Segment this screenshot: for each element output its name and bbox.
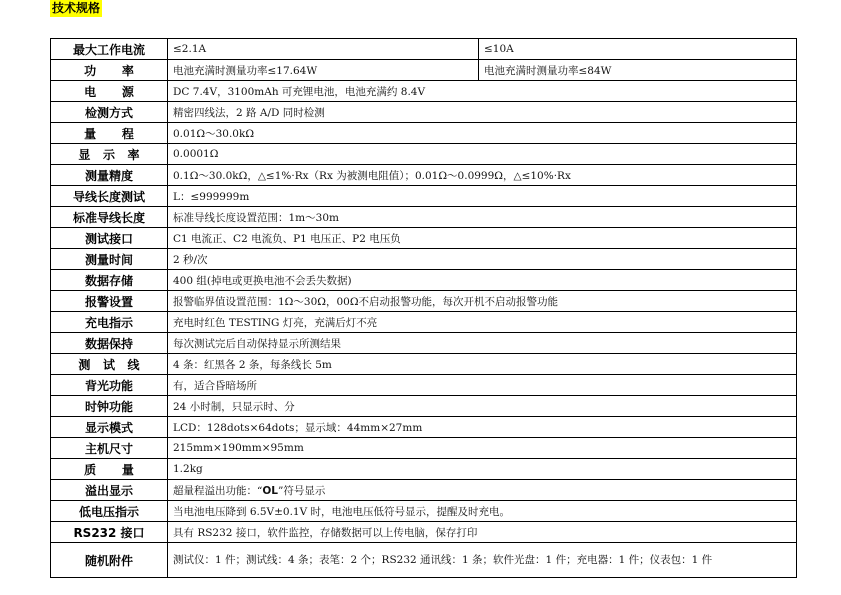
row-value: 400 组(掉电或更换电池不会丢失数据) bbox=[168, 270, 797, 291]
row-label: 功 率 bbox=[51, 60, 168, 81]
row-value: 1.2kg bbox=[168, 459, 797, 480]
row-label: 显 示 率 bbox=[51, 144, 168, 165]
row-label: 检测方式 bbox=[51, 102, 168, 123]
row-label: 时钟功能 bbox=[51, 396, 168, 417]
row-value: 4 条：红黑各 2 条，每条线长 5m bbox=[168, 354, 797, 375]
table-row bbox=[51, 501, 797, 522]
row-label: 测 试 线 bbox=[51, 354, 168, 375]
row-label: 主机尺寸 bbox=[51, 438, 168, 459]
table-row bbox=[51, 522, 797, 543]
table-row bbox=[51, 438, 797, 459]
table-row bbox=[51, 291, 797, 312]
table-row bbox=[51, 165, 797, 186]
table-row bbox=[51, 144, 797, 165]
row-label: 溢出显示 bbox=[51, 480, 168, 501]
row-value: 标准导线长度设置范围：1m～30m bbox=[168, 207, 797, 228]
row-label: 测试接口 bbox=[51, 228, 168, 249]
row-value: 有，适合昏暗场所 bbox=[168, 375, 797, 396]
row-value: 电池充满时测量功率≤84W bbox=[479, 60, 797, 81]
row-value: 报警临界值设置范围：1Ω～30Ω，00Ω不启动报警功能，每次开机不启动报警功能 bbox=[168, 291, 797, 312]
table-row bbox=[51, 123, 797, 144]
row-label: 低电压指示 bbox=[51, 501, 168, 522]
row-label: 充电指示 bbox=[51, 312, 168, 333]
row-value: C1 电流正、C2 电流负、P1 电压正、P2 电压负 bbox=[168, 228, 797, 249]
table-row bbox=[51, 207, 797, 228]
table-row bbox=[51, 333, 797, 354]
row-value: 超量程溢出功能：“OL”符号显示 bbox=[168, 480, 797, 501]
row-label: 质 量 bbox=[51, 459, 168, 480]
row-label: 电 源 bbox=[51, 81, 168, 102]
row-label: 显示模式 bbox=[51, 417, 168, 438]
row-label: 量 程 bbox=[51, 123, 168, 144]
row-value: LCD：128dots×64dots；显示域：44mm×27mm bbox=[168, 417, 797, 438]
table-row bbox=[51, 228, 797, 249]
table-row bbox=[51, 312, 797, 333]
table-row bbox=[51, 270, 797, 291]
row-label: 报警设置 bbox=[51, 291, 168, 312]
table-row bbox=[51, 375, 797, 396]
row-value: 充电时红色 TESTING 灯亮，充满后灯不亮 bbox=[168, 312, 797, 333]
row-value: 电池充满时测量功率≤17.64W bbox=[168, 60, 479, 81]
table-row bbox=[51, 81, 797, 102]
row-label: 数据存储 bbox=[51, 270, 168, 291]
row-label: 最大工作电流 bbox=[51, 39, 168, 60]
row-value: ≤2.1A bbox=[168, 39, 479, 60]
row-label: 测量精度 bbox=[51, 165, 168, 186]
row-value: L：≤999999m bbox=[168, 186, 797, 207]
row-label: 背光功能 bbox=[51, 375, 168, 396]
table-row bbox=[51, 459, 797, 480]
row-label: 导线长度测试 bbox=[51, 186, 168, 207]
table-row bbox=[51, 102, 797, 123]
row-label: 数据保持 bbox=[51, 333, 168, 354]
table-row bbox=[51, 354, 797, 375]
table-row bbox=[51, 543, 797, 578]
table-row bbox=[51, 60, 797, 81]
table-row bbox=[51, 249, 797, 270]
table-row bbox=[51, 417, 797, 438]
row-label: RS232 接口 bbox=[51, 522, 168, 543]
row-value: 每次测试完后自动保持显示所测结果 bbox=[168, 333, 797, 354]
table-row bbox=[51, 480, 797, 501]
row-value: 精密四线法，2 路 A/D 同时检测 bbox=[168, 102, 797, 123]
row-value: 24 小时制，只显示时、分 bbox=[168, 396, 797, 417]
row-label: 标准导线长度 bbox=[51, 207, 168, 228]
row-value: ≤10A bbox=[479, 39, 797, 60]
table-row bbox=[51, 396, 797, 417]
row-value: DC 7.4V，3100mAh 可充锂电池，电池充满约 8.4V bbox=[168, 81, 797, 102]
row-value: 0.1Ω～30.0kΩ，△≤1%·Rx（Rx 为被测电阻值）；0.01Ω～0.0999Ω，△≤10%·Rx bbox=[168, 165, 797, 186]
row-value: 215mm×190mm×95mm bbox=[168, 438, 797, 459]
row-value: 2 秒/次 bbox=[168, 249, 797, 270]
row-value: 0.01Ω～30.0kΩ bbox=[168, 123, 797, 144]
row-value: 测试仪：1 件；测试线：4 条；表笔：2 个；RS232 通讯线：1 条；软件光盘：1 件；充电器：1 件；仪表包：1 件 bbox=[168, 543, 797, 578]
table-row bbox=[51, 186, 797, 207]
row-label: 随机附件 bbox=[51, 543, 168, 578]
table-row bbox=[51, 39, 797, 60]
row-value: 当电池电压降到 6.5V±0.1V 时，电池电压低符号显示，提醒及时充电。 bbox=[168, 501, 797, 522]
spec-table bbox=[50, 38, 797, 578]
row-value: 具有 RS232 接口，软件监控，存储数据可以上传电脑，保存打印 bbox=[168, 522, 797, 543]
row-label: 测量时间 bbox=[51, 249, 168, 270]
row-value: 0.0001Ω bbox=[168, 144, 797, 165]
section-title: 技术规格 bbox=[52, 1, 101, 15]
